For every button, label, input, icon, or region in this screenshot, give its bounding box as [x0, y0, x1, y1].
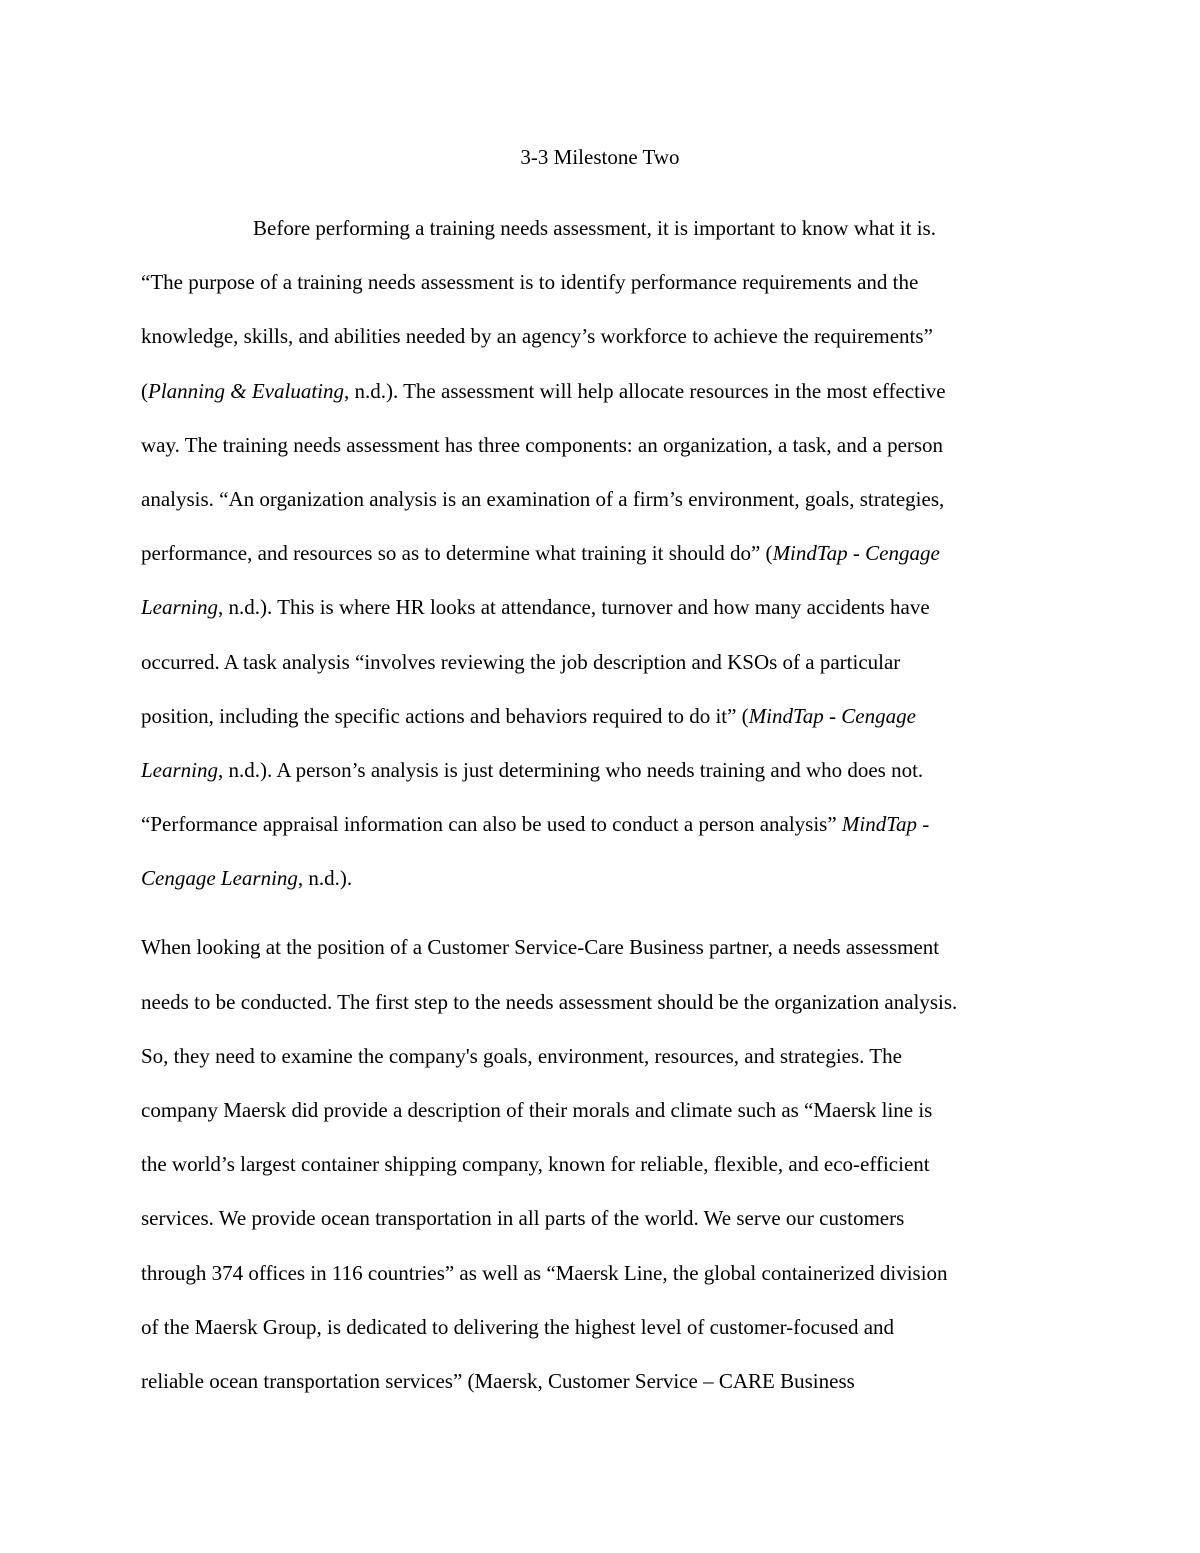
body-text: So, they need to examine the company's goals, environment, resources, and strategies. The — [141, 1043, 902, 1068]
paragraph-2-line — [141, 1038, 1071, 1092]
body-text: way. The training needs assessment has three components: an organization, a task, and a person — [141, 432, 944, 457]
body-text: , n.d.). A person’s analysis is just determining who needs training and who does not. — [218, 757, 924, 782]
body-text: services. We provide ocean transportation in all parts of the world. We serve our customers — [141, 1206, 905, 1231]
citation-italic-text: Cengage Learning — [141, 866, 298, 891]
body-text: knowledge, skills, and abilities needed by an agency’s workforce to achieve the requirements” — [141, 324, 933, 349]
body-text: , n.d.). This is where HR looks at attendance, turnover and how many accidents have — [218, 595, 930, 620]
body-text: position, including the specific actions and behaviors required to do it” ( — [141, 703, 749, 728]
body-text: company Maersk did provide a description of their morals and climate such as “Maersk line is — [141, 1098, 933, 1122]
paragraph-gap — [141, 914, 1071, 929]
paragraph-2-line — [141, 1255, 1071, 1309]
body-text: , n.d.). The assessment will help allocate resources in the most effective — [343, 378, 946, 403]
body-text: ( — [141, 378, 148, 403]
paragraph-2-line — [141, 1146, 1071, 1200]
body-text: through 374 offices in 116 countries” as well as “Maersk Line, the global containerized division — [141, 1260, 948, 1285]
paragraph-1-line — [141, 535, 1071, 589]
body-text: “The purpose of a training needs assessment is to identify performance requirements and the — [141, 270, 919, 295]
body-text: occurred. A task analysis “involves reviewing the job description and KSOs of a particular — [141, 649, 901, 674]
document-body — [141, 210, 1071, 1417]
citation-italic-text: Learning — [141, 757, 219, 782]
paragraph-1-line — [141, 806, 1071, 860]
paragraph-2-line — [141, 1200, 1071, 1254]
paragraph-1-line — [141, 698, 1071, 752]
paragraph-2-line — [141, 1363, 1071, 1417]
document-title: 3-3 Milestone Two — [520, 145, 680, 169]
paragraph-1-line — [141, 427, 1071, 481]
paragraph-1-line — [141, 752, 1071, 806]
paragraph-2-line — [141, 1309, 1071, 1363]
paragraph-1-line — [141, 318, 1071, 372]
paragraph-1-line — [141, 860, 1071, 914]
body-text: Before performing a training needs assessment, it is important to know what it is. — [253, 216, 936, 240]
paragraph-1-line — [141, 644, 1071, 698]
body-text: needs to be conducted. The first step to the needs assessment should be the organization analysis. — [141, 989, 958, 1014]
paragraph-1-line — [141, 373, 1071, 427]
body-text: , n.d.). — [297, 866, 353, 891]
paragraph-1-line — [141, 589, 1071, 643]
paragraph-1-line — [141, 264, 1071, 318]
body-text: performance, and resources so as to determine what training it should do” ( — [141, 541, 773, 566]
paragraph-2-line — [141, 1092, 1071, 1146]
body-text: reliable ocean transportation services” (Maersk, Customer Service – CARE Business — [141, 1368, 855, 1393]
body-text: When looking at the position of a Customer Service-Care Business partner, a needs assessment — [141, 935, 940, 960]
body-text: “Performance appraisal information can also be used to conduct a person analysis” — [141, 812, 842, 837]
citation-italic-text: MindTap - — [841, 812, 930, 837]
citation-italic-text: Planning & Evaluating — [148, 378, 344, 403]
paragraph-1-line — [141, 210, 1071, 264]
body-text: of the Maersk Group, is dedicated to delivering the highest level of customer-focused and — [141, 1314, 895, 1339]
citation-italic-text: MindTap - Cengage — [748, 703, 916, 728]
citation-italic-text: MindTap - Cengage — [772, 541, 940, 566]
paragraph-2-line — [141, 984, 1071, 1038]
paragraph-2-line — [141, 929, 1071, 983]
body-text: the world’s largest container shipping company, known for reliable, flexible, and eco-efficient — [141, 1152, 930, 1177]
paragraph-1-line — [141, 481, 1071, 535]
citation-italic-text: Learning — [141, 595, 219, 620]
body-text: analysis. “An organization analysis is an examination of a firm’s environment, goals, strategies, — [141, 486, 945, 511]
